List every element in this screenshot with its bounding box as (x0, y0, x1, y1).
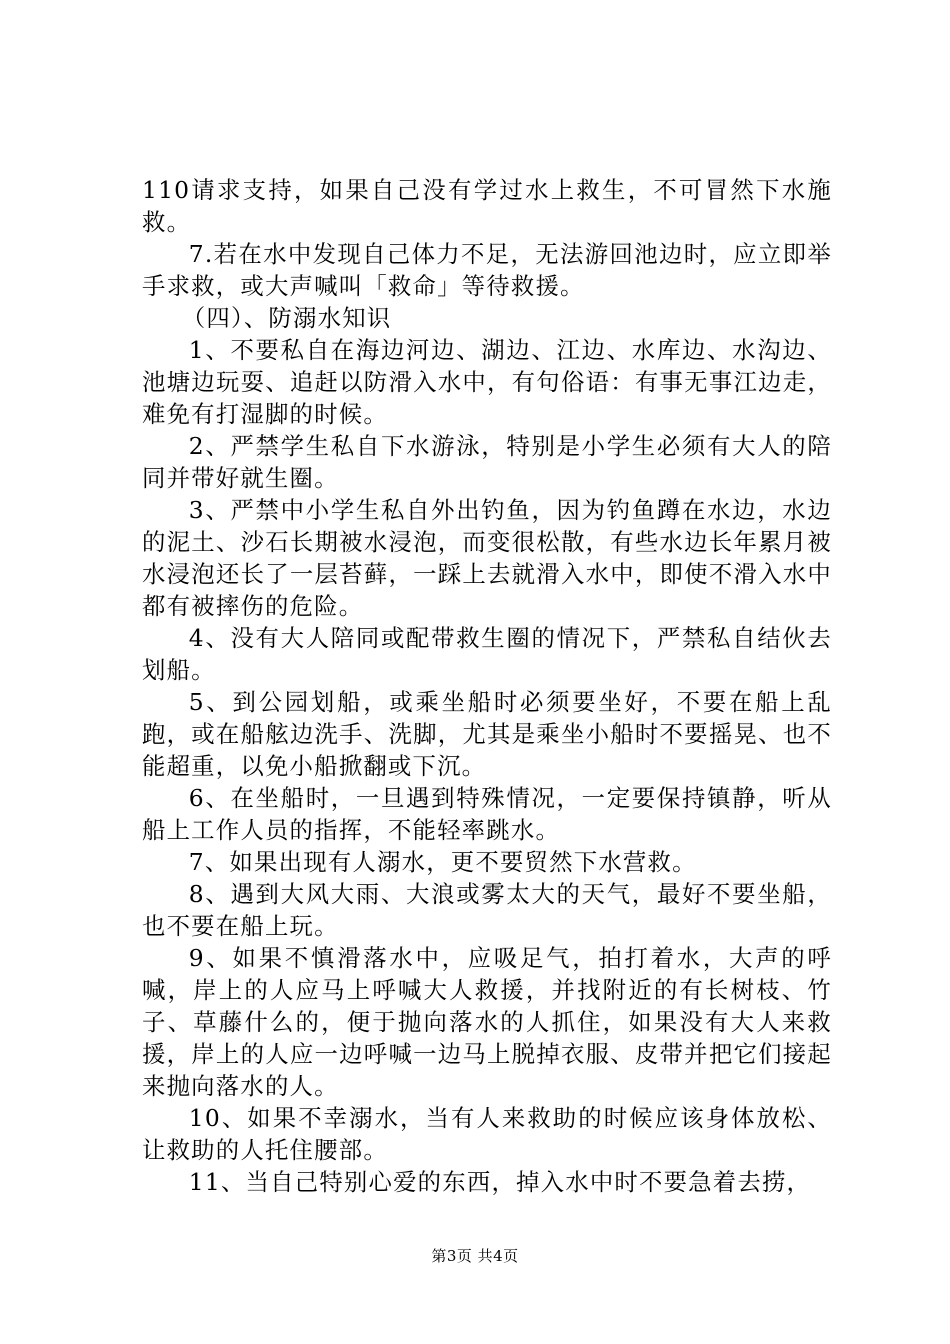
paragraph-item-9: 9、如果不慎滑落水中，应吸足气，拍打着水，大声的呼喊，岸上的人应马上呼喊大人救援，并找附近的有长树枝、竹子、草藤什么的，便于抛向落水的人抓住，如果没有大人来救援，岸上的人应一边呼喊一边马上脱掉衣服、皮带并把它们接起来抛向落水的人。 (142, 944, 832, 1100)
paragraph-item-11: 11、当自己特别心爱的东西，掉入水中时不要急着去捞， (188, 1168, 812, 1196)
page-indicator: 第3页 共4页 (431, 1247, 519, 1265)
paragraph-item-7: 7.若在水中发现自己体力不足，无法游回池边时，应立即举手求救，或大声喊叫「救命」等待救援。 (142, 240, 832, 300)
paragraph-item-7b: 7、如果出现有人溺水，更不要贸然下水营救。 (188, 848, 697, 876)
paragraph-item-10: 10、如果不幸溺水，当有人来救助的时候应该身体放松、让救助的人托住腰部。 (142, 1104, 832, 1164)
section-heading: （四）、防溺水知识 (181, 304, 392, 332)
paragraph-item-5: 5、到公园划船，或乘坐船时必须要坐好，不要在船上乱跑，或在船舷边洗手、洗脚，尤其是乘坐小船时不要摇晃、也不能超重，以免小船掀翻或下沉。 (142, 688, 832, 780)
document-body (142, 174, 832, 1198)
paragraph-item-4: 4、没有大人陪同或配带救生圈的情况下，严禁私自结伙去划船。 (142, 624, 832, 684)
paragraph-item-6: 6、在坐船时，一旦遇到特殊情况，一定要保持镇静，听从船上工作人员的指挥，不能轻率跳水。 (142, 784, 832, 844)
paragraph-item-1: 1、不要私自在海边河边、湖边、江边、水库边、水沟边、池塘边玩耍、追赶以防滑入水中，有句俗语：有事无事江边走，难免有打湿脚的时候。 (142, 336, 832, 428)
paragraph-continuation: 110请求支持，如果自己没有学过水上救生，不可冒然下水施救。 (142, 176, 832, 236)
paragraph-item-3: 3、严禁中小学生私自外出钓鱼，因为钓鱼蹲在水边，水边的泥土、沙石长期被水浸泡，而变很松散，有些水边长年累月被水浸泡还长了一层苔藓，一踩上去就滑入水中，即使不滑入水中都有被摔伤的危险。 (142, 496, 832, 620)
paragraph-item-2: 2、严禁学生私自下水游泳，特别是小学生必须有大人的陪同并带好就生圈。 (142, 432, 832, 492)
page-footer (0, 1246, 950, 1266)
paragraph-item-8: 8、遇到大风大雨、大浪或雾太大的天气，最好不要坐船，也不要在船上玩。 (142, 880, 832, 940)
